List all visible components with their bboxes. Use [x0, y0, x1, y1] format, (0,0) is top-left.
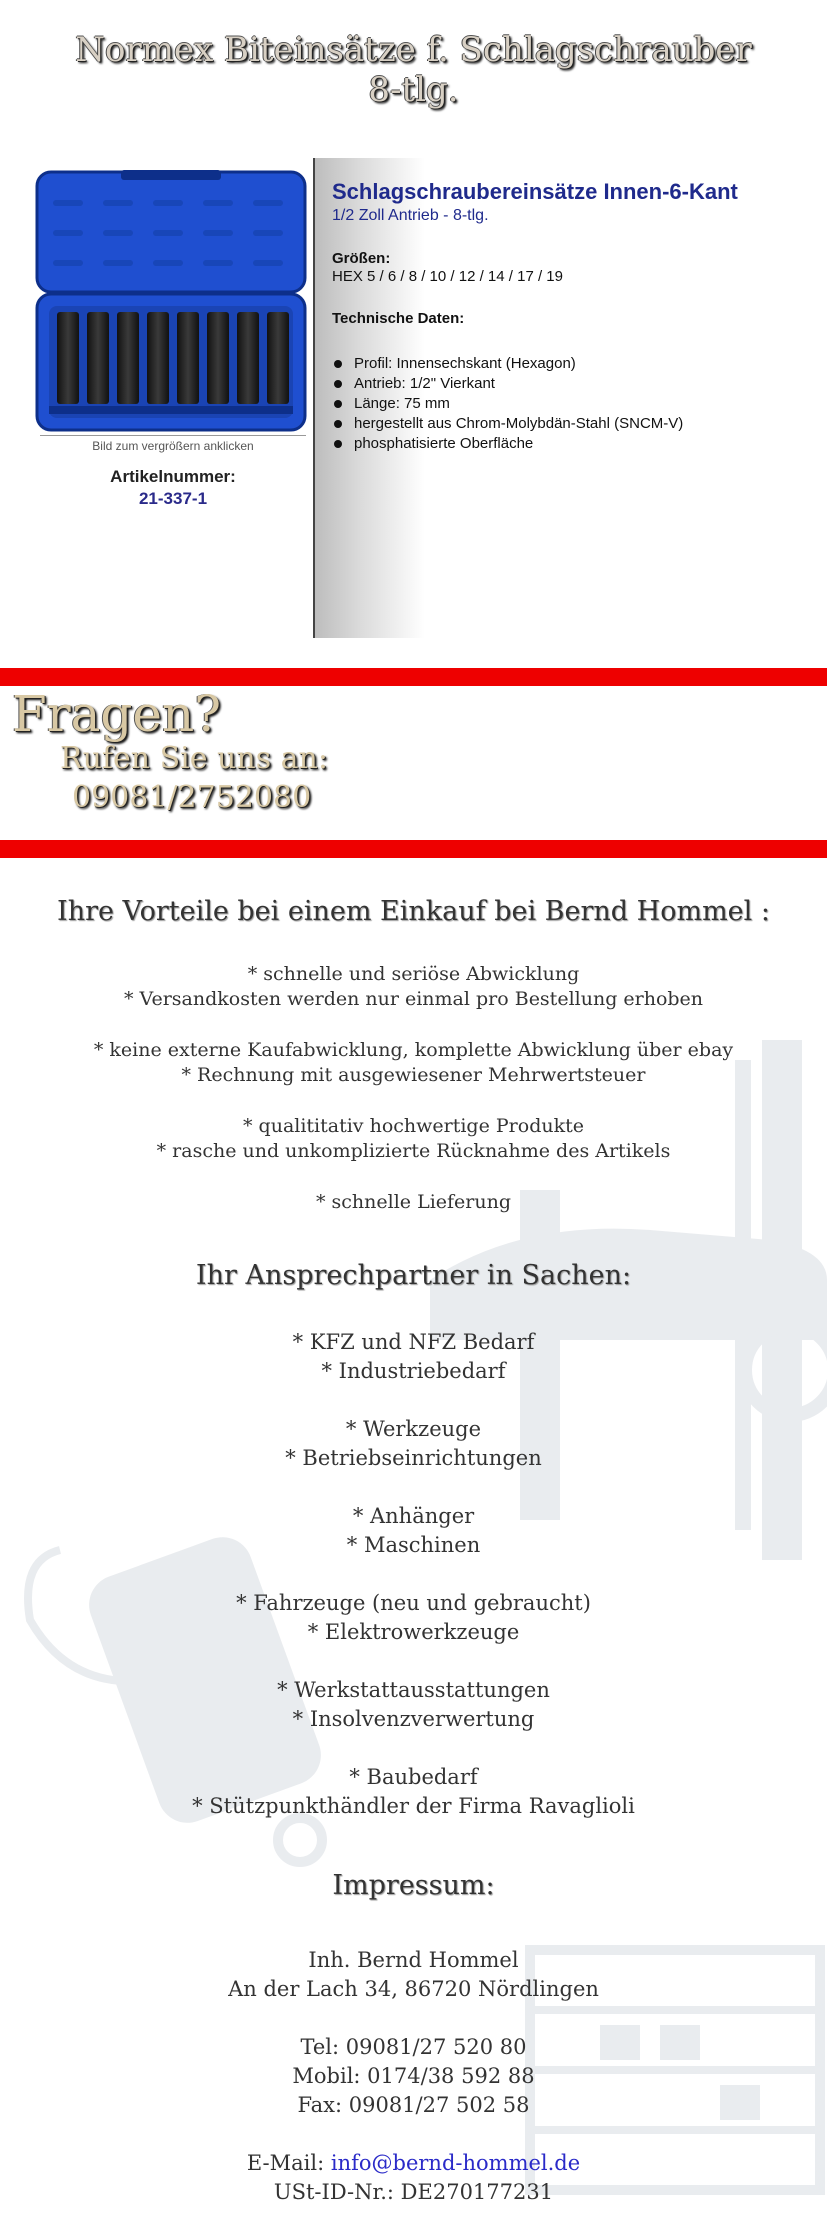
vat-id: USt-ID-Nr.: DE270177231 — [273, 2180, 554, 2204]
service-item: * Werkstattausstattungen — [277, 1678, 550, 1702]
email-link[interactable]: info@bernd-hommel.de — [330, 2151, 581, 2175]
advantage-item: * qualititativ hochwertige Produkte — [243, 1115, 584, 1137]
title-line-2: 8-tlg. — [368, 70, 459, 110]
service-item: * Insolvenzverwertung — [292, 1707, 535, 1731]
service-item: * Industriebedarf — [321, 1359, 506, 1383]
sizes-value: HEX 5 / 6 / 8 / 10 / 12 / 14 / 17 / 19 — [332, 268, 563, 285]
contact-phone: 09081/2752080 — [72, 780, 312, 815]
impressum-title: Impressum: — [332, 1870, 495, 1901]
owner-name: Inh. Bernd Hommel — [308, 1948, 519, 1972]
service-item: * Stützpunkthändler der Firma Ravaglioli — [192, 1794, 635, 1818]
feature-list — [332, 354, 812, 454]
service-item: * Werkzeuge — [345, 1417, 482, 1441]
red-divider-top — [0, 668, 827, 686]
service-item: * Elektrowerkzeuge — [307, 1620, 520, 1644]
feature-item: Länge: 75 mm — [354, 394, 812, 414]
impressum-block — [0, 1946, 827, 2207]
advantage-item: * schnelle Lieferung — [315, 1191, 512, 1213]
service-item: * Betriebseinrichtungen — [285, 1446, 542, 1470]
image-caption[interactable]: Bild zum vergrößern anklicken — [40, 435, 306, 453]
feature-item: Antrieb: 1/2" Vierkant — [354, 374, 812, 394]
service-item: * Anhänger — [352, 1504, 475, 1528]
page-title — [0, 30, 827, 110]
feature-item: hergestellt aus Chrom-Molybdän-Stahl (SNCM-V) — [354, 414, 812, 434]
tech-data-label: Technische Daten: — [332, 310, 465, 327]
advantage-item: * Rechnung mit ausgewiesener Mehrwertsteuer — [181, 1064, 646, 1086]
feature-item: Profil: Innensechskant (Hexagon) — [354, 354, 812, 374]
red-divider-bottom — [0, 840, 827, 858]
advantages-title: Ihre Vorteile bei einem Einkauf bei Bernd Hommel : — [57, 896, 770, 927]
services-title: Ihr Ansprechpartner in Sachen: — [195, 1260, 632, 1291]
call-us-text: Rufen Sie uns an: — [60, 741, 328, 776]
questions-heading: Fragen? — [12, 685, 222, 743]
service-item: * Fahrzeuge (neu und gebraucht) — [236, 1591, 591, 1615]
service-item: * KFZ und NFZ Bedarf — [292, 1330, 535, 1354]
services-list — [0, 1328, 827, 1821]
product-subheading: 1/2 Zoll Antrieb - 8-tlg. — [332, 207, 489, 224]
article-number: 21-337-1 — [138, 489, 208, 508]
advantage-item: * Versandkosten werden nur einmal pro Bestellung erhoben — [123, 988, 704, 1010]
product-heading: Schlagschraubereinsätze Innen-6-Kant — [332, 179, 738, 204]
info-section — [0, 860, 827, 2220]
email-label: E-Mail: — [246, 2151, 325, 2175]
email-line — [0, 2149, 827, 2178]
service-item: * Baubedarf — [349, 1765, 478, 1789]
feature-item: phosphatisierte Oberfläche — [354, 434, 812, 454]
service-item: * Maschinen — [346, 1533, 481, 1557]
advantage-item: * keine externe Kaufabwicklung, komplette Abwicklung über ebay — [93, 1039, 734, 1061]
sizes-label: Größen: — [332, 250, 391, 267]
mobile-phone: Mobil: 0174/38 592 88 — [292, 2064, 535, 2088]
advantage-item: * rasche und unkomplizierte Rücknahme des Artikels — [156, 1140, 671, 1162]
product-description — [332, 178, 812, 454]
title-line-1: Normex Biteinsätze f. Schlagschrauber — [75, 30, 752, 70]
telephone: Tel: 09081/27 520 80 — [300, 2035, 527, 2059]
fax: Fax: 09081/27 502 58 — [297, 2093, 530, 2117]
advantages-list — [0, 962, 827, 1215]
address: An der Lach 34, 86720 Nördlingen — [228, 1977, 599, 2001]
advantage-item: * schnelle und seriöse Abwicklung — [247, 963, 580, 985]
article-number-label: Artikelnummer: — [110, 467, 236, 486]
product-image[interactable] — [35, 170, 307, 432]
